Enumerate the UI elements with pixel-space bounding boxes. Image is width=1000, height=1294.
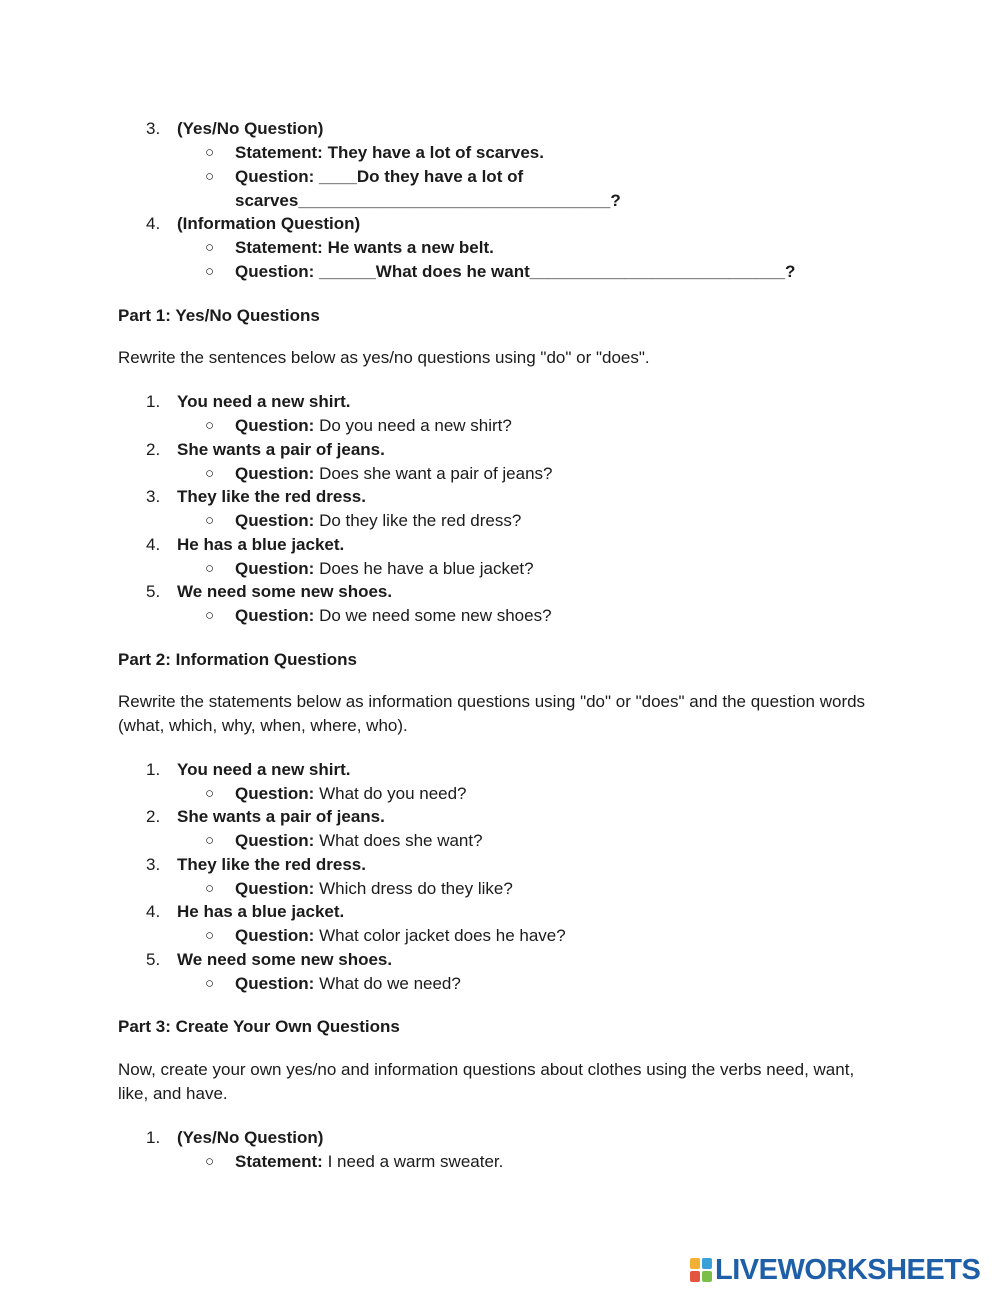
item-number: 2.: [146, 440, 161, 459]
question-text: Question: ____Do they have a lot of: [235, 167, 524, 186]
question-answer: What does she want?: [319, 831, 483, 850]
item-sentence: We need some new shoes.: [177, 950, 393, 969]
item-number: 4.: [146, 214, 161, 233]
bullet-icon: ○: [205, 975, 215, 992]
part1-instructions: Rewrite the sentences below as yes/no questions using "do" or "does".: [118, 348, 650, 367]
bullet-icon: ○: [205, 263, 215, 280]
question-answer: Do they like the red dress?: [319, 511, 522, 530]
part3-heading: Part 3: Create Your Own Questions: [118, 1017, 400, 1036]
question-label: Question:: [235, 464, 315, 483]
item-number: 3.: [146, 487, 161, 506]
logo-text: LIVEWORKSHEETS: [715, 1253, 981, 1286]
statement-text: Statement: They have a lot of scarves.: [235, 143, 544, 162]
statement-label: Statement:: [235, 1152, 323, 1171]
question-label: Question:: [235, 606, 315, 625]
bullet-icon: ○: [205, 927, 215, 944]
question-text: Question: ______What does he want___________________________?: [235, 262, 796, 281]
item-number: 5.: [146, 950, 161, 969]
bullet-icon: ○: [205, 512, 215, 529]
statement-text: Statement: He wants a new belt.: [235, 238, 494, 257]
question-label: Question:: [235, 511, 315, 530]
item-sentence: You need a new shirt.: [177, 760, 351, 779]
bullet-icon: ○: [205, 607, 215, 624]
logo-mark-tile: [690, 1258, 700, 1269]
question-label: Question:: [235, 879, 315, 898]
question-answer: Do we need some new shoes?: [319, 606, 552, 625]
part3-instructions: Now, create your own yes/no and information questions about clothes using the verbs need, want, like, and have.: [118, 1060, 855, 1103]
statement-answer: I need a warm sweater.: [327, 1152, 504, 1171]
item-label: (Information Question): [177, 214, 361, 233]
part2-instructions: Rewrite the statements below as information questions using "do" or "does" and the question words (what, which, why, when, where, who).: [118, 692, 866, 735]
bullet-icon: ○: [205, 168, 215, 185]
item-sentence: She wants a pair of jeans.: [177, 440, 385, 459]
bullet-icon: ○: [205, 785, 215, 802]
part2-heading: Part 2: Information Questions: [118, 650, 357, 669]
bullet-icon: ○: [205, 239, 215, 256]
question-label: Question:: [235, 831, 315, 850]
question-answer: What color jacket does he have?: [319, 926, 566, 945]
logo-mark-tile: [690, 1271, 700, 1282]
item-number: 4.: [146, 902, 161, 921]
item-label: (Yes/No Question): [177, 119, 324, 138]
bullet-icon: ○: [205, 465, 215, 482]
item-sentence: He has a blue jacket.: [177, 902, 345, 921]
item-number: 2.: [146, 807, 161, 826]
question-label: Question:: [235, 559, 315, 578]
item-sentence: They like the red dress.: [177, 855, 366, 874]
question-label: Question:: [235, 416, 315, 435]
liveworksheets-logo: [690, 1255, 980, 1285]
bullet-icon: ○: [205, 832, 215, 849]
item-sentence: She wants a pair of jeans.: [177, 807, 385, 826]
question-answer: Do you need a new shirt?: [319, 416, 512, 435]
bullet-icon: ○: [205, 880, 215, 897]
item-sentence: He has a blue jacket.: [177, 535, 345, 554]
item-number: 3.: [146, 855, 161, 874]
question-answer: What do we need?: [319, 974, 461, 993]
item-sentence: They like the red dress.: [177, 487, 366, 506]
question-label: Question:: [235, 926, 315, 945]
item-sentence: We need some new shoes.: [177, 582, 393, 601]
question-answer: Does she want a pair of jeans?: [319, 464, 553, 483]
logo-mark-tile: [702, 1271, 712, 1282]
question-label: Question:: [235, 974, 315, 993]
bullet-icon: ○: [205, 144, 215, 161]
item-sentence: You need a new shirt.: [177, 392, 351, 411]
logo-mark-icon: [690, 1258, 712, 1282]
item-number: 1.: [146, 760, 161, 779]
question-answer: Which dress do they like?: [319, 879, 513, 898]
question-label: Question:: [235, 784, 315, 803]
item-number: 3.: [146, 119, 161, 138]
question-answer: What do you need?: [319, 784, 467, 803]
bullet-icon: ○: [205, 1153, 215, 1170]
item-number: 5.: [146, 582, 161, 601]
question-answer: Does he have a blue jacket?: [319, 559, 534, 578]
bullet-icon: ○: [205, 417, 215, 434]
item-number: 4.: [146, 535, 161, 554]
question-text-continued: scarves_________________________________?: [235, 191, 621, 210]
bullet-icon: ○: [205, 560, 215, 577]
item-label: (Yes/No Question): [177, 1128, 324, 1147]
item-number: 1.: [146, 1128, 161, 1147]
item-number: 1.: [146, 392, 161, 411]
part1-heading: Part 1: Yes/No Questions: [118, 306, 320, 325]
logo-mark-tile: [702, 1258, 712, 1269]
